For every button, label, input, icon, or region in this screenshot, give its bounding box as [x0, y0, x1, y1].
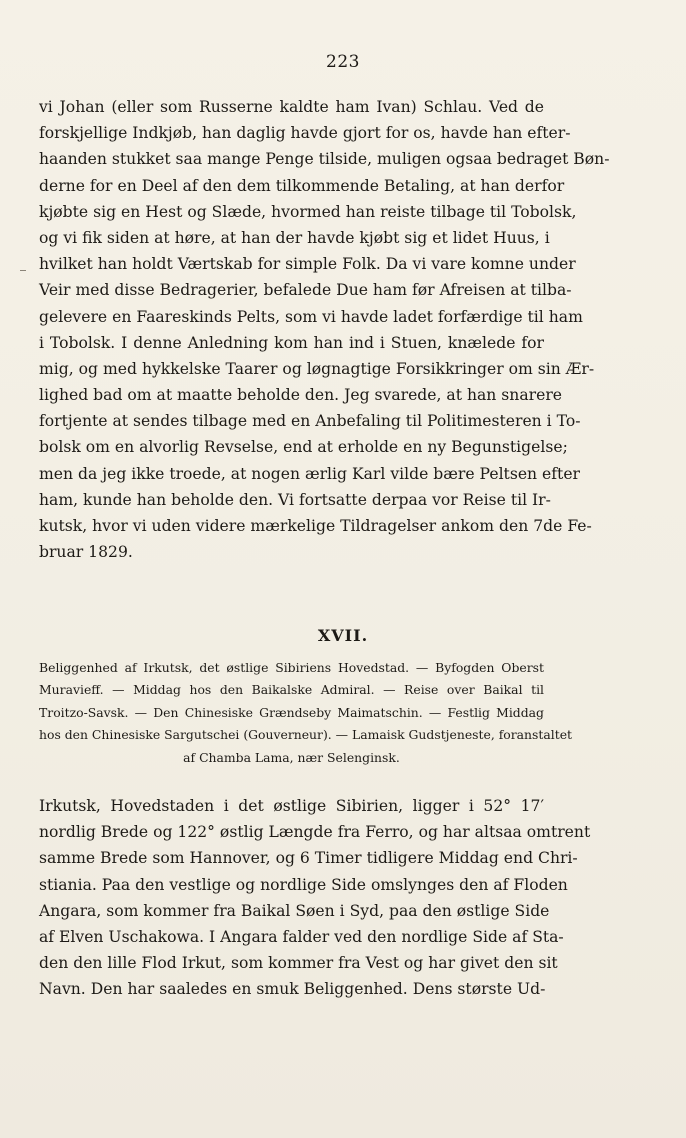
chapter-heading: XVII.	[317, 626, 369, 645]
text-line: og vi fik siden at høre, at han der havde kjøbt sig et lidet Huus, i	[39, 228, 550, 247]
text-line: den den lille Flod Irkut, som kommer fra Vest og har givet den sit	[39, 954, 558, 973]
text-line: Navn. Den har saaledes en smuk Beliggenhed. Dens største Ud-	[39, 980, 546, 999]
text-line: derne for en Deel af den dem tilkommende Betaling, at han derfor	[39, 176, 565, 195]
text-line: vi Johan (eller som Russerne kaldte ham Ivan) Schlau. Ved de	[39, 98, 544, 116]
text-line: bruar 1829.	[39, 543, 133, 562]
text-line: samme Brede som Hannover, og 6 Timer tidligere Middag end Chri-	[39, 849, 578, 868]
text-line: gelevere en Faareskinds Pelts, som vi havde ladet forfærdige til ham	[39, 307, 583, 326]
page-number: 223	[326, 52, 360, 72]
summary-line: Troitzo-Savsk. — Den Chinesiske Grændseby Maimatschin. — Festlig Middag	[39, 704, 544, 720]
chapter-summary	[39, 657, 573, 769]
paragraph-1	[39, 94, 610, 565]
summary-line: hos den Chinesiske Sargutschei (Gouverneur). — Lamaisk Gudstjeneste, foranstaltet	[39, 727, 573, 743]
text-line: men da jeg ikke troede, at nogen ærlig Karl vilde bære Peltsen efter	[39, 464, 580, 483]
text-line: mig, og med hykkelske Taarer og løgnagtige Forsikkringer om sin Ær-	[39, 359, 595, 378]
text-line: bolsk om en alvorlig Revselse, end at erholde en ny Begunstigelse;	[39, 438, 568, 457]
summary-line: Muravieff. — Middag hos den Baikalske Admiral. — Reise over Baikal til	[39, 682, 544, 698]
text-line: forskjellige Indkjøb, han daglig havde gjort for os, havde han efter-	[39, 124, 571, 143]
summary-line: af Chamba Lama, nær Selenginsk.	[183, 749, 400, 765]
text-line: kutsk, hvor vi uden videre mærkelige Tildragelser ankom den 7de Fe-	[39, 517, 592, 535]
text-line: stiania. Paa den vestlige og nordlige Side omslynges den af Floden	[39, 875, 568, 894]
paragraph-2	[39, 793, 591, 1003]
summary-line: Beliggenhed af Irkutsk, det østlige Sibiriens Hovedstad. — Byfogden Oberst	[39, 660, 544, 675]
text-line: fortjente at sendes tilbage med en Anbefaling til Politimesteren i To-	[39, 412, 581, 431]
text-line: af Elven Uschakowa. I Angara falder ved den nordlige Side af Sta-	[39, 927, 564, 946]
text-line: kjøbte sig en Hest og Slæde, hvormed han reiste tilbage til Tobolsk,	[39, 202, 577, 221]
text-line: Irkutsk, Hovedstaden i det østlige Sibirien, ligger i 52° 17′	[39, 797, 544, 815]
text-line: nordlig Brede og 122° østlig Længde fra Ferro, og har altsaa omtrent	[39, 823, 591, 842]
text-line: haanden stukket saa mange Penge tilside, muligen ogsaa bedraget Bøn-	[39, 150, 610, 169]
margin-mark	[20, 270, 26, 271]
text-line: i Tobolsk. I denne Anledning kom han ind i Stuen, knælede for	[39, 333, 544, 352]
text-line: Angara, som kommer fra Baikal Søen i Syd, paa den østlige Side	[39, 901, 550, 920]
text-line: hvilket han holdt Værtskab for simple Folk. Da vi vare komne under	[39, 255, 576, 274]
text-line: lighed bad om at maatte beholde den. Jeg svarede, at han snarere	[39, 386, 562, 405]
text-line: ham, kunde han beholde den. Vi fortsatte derpaa vor Reise til Ir-	[39, 490, 551, 509]
text-line: Veir med disse Bedragerier, befalede Due ham før Afreisen at tilba-	[39, 281, 572, 300]
